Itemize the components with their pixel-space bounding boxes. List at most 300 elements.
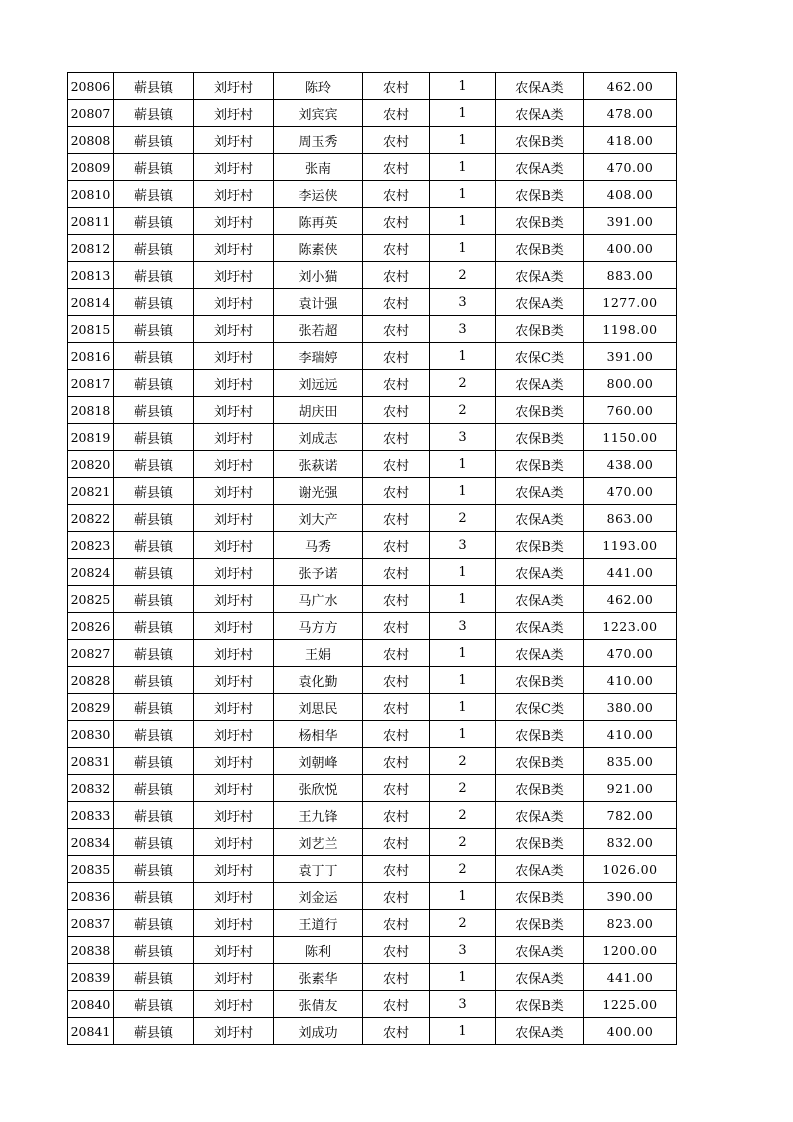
town-cell: 蕲县镇: [114, 829, 194, 856]
village-cell: 刘圩村: [194, 532, 274, 559]
amount-cell: 1193.00: [584, 532, 677, 559]
village-cell: 刘圩村: [194, 586, 274, 613]
amount-cell: 800.00: [584, 370, 677, 397]
member-count-cell: 3: [430, 613, 496, 640]
village-cell: 刘圩村: [194, 505, 274, 532]
table-row: [68, 73, 677, 100]
town-cell: 蕲县镇: [114, 748, 194, 775]
record-id-cell: 20836: [68, 883, 114, 910]
record-id-cell: 20814: [68, 289, 114, 316]
person-name-cell: 刘思民: [274, 694, 363, 721]
record-id-cell: 20823: [68, 532, 114, 559]
person-name-cell: 杨相华: [274, 721, 363, 748]
table-row: [68, 613, 677, 640]
person-name-cell: 刘金运: [274, 883, 363, 910]
person-name-cell: 陈玲: [274, 73, 363, 100]
village-cell: 刘圩村: [194, 262, 274, 289]
person-name-cell: 谢光强: [274, 478, 363, 505]
person-name-cell: 张若超: [274, 316, 363, 343]
amount-cell: 835.00: [584, 748, 677, 775]
insurance-category-cell: 农保B类: [496, 451, 584, 478]
table-row: [68, 127, 677, 154]
town-cell: 蕲县镇: [114, 559, 194, 586]
record-id-cell: 20831: [68, 748, 114, 775]
town-cell: 蕲县镇: [114, 1018, 194, 1045]
village-cell: 刘圩村: [194, 208, 274, 235]
person-name-cell: 马秀: [274, 532, 363, 559]
insurance-category-cell: 农保B类: [496, 208, 584, 235]
table-row: [68, 100, 677, 127]
table-row: [68, 370, 677, 397]
town-cell: 蕲县镇: [114, 424, 194, 451]
table-row: [68, 154, 677, 181]
village-cell: 刘圩村: [194, 127, 274, 154]
village-cell: 刘圩村: [194, 937, 274, 964]
person-name-cell: 马广水: [274, 586, 363, 613]
amount-cell: 863.00: [584, 505, 677, 532]
insurance-category-cell: 农保A类: [496, 640, 584, 667]
town-cell: 蕲县镇: [114, 991, 194, 1018]
person-name-cell: 刘朝峰: [274, 748, 363, 775]
table-row: [68, 532, 677, 559]
record-id-cell: 20819: [68, 424, 114, 451]
household-type-cell: 农村: [363, 451, 430, 478]
record-id-cell: 20841: [68, 1018, 114, 1045]
town-cell: 蕲县镇: [114, 694, 194, 721]
insurance-category-cell: 农保A类: [496, 856, 584, 883]
town-cell: 蕲县镇: [114, 802, 194, 829]
person-name-cell: 王道行: [274, 910, 363, 937]
town-cell: 蕲县镇: [114, 883, 194, 910]
town-cell: 蕲县镇: [114, 316, 194, 343]
amount-cell: 438.00: [584, 451, 677, 478]
household-type-cell: 农村: [363, 208, 430, 235]
insurance-category-cell: 农保B类: [496, 667, 584, 694]
record-id-cell: 20822: [68, 505, 114, 532]
member-count-cell: 2: [430, 829, 496, 856]
insurance-category-cell: 农保B类: [496, 397, 584, 424]
village-cell: 刘圩村: [194, 289, 274, 316]
amount-cell: 390.00: [584, 883, 677, 910]
member-count-cell: 2: [430, 856, 496, 883]
table-row: [68, 1018, 677, 1045]
member-count-cell: 2: [430, 397, 496, 424]
insurance-category-cell: 农保B类: [496, 532, 584, 559]
record-id-cell: 20835: [68, 856, 114, 883]
person-name-cell: 张予诺: [274, 559, 363, 586]
village-cell: 刘圩村: [194, 154, 274, 181]
record-id-cell: 20820: [68, 451, 114, 478]
amount-cell: 470.00: [584, 154, 677, 181]
record-id-cell: 20809: [68, 154, 114, 181]
table-row: [68, 478, 677, 505]
table-row: [68, 343, 677, 370]
record-id-cell: 20838: [68, 937, 114, 964]
household-type-cell: 农村: [363, 1018, 430, 1045]
person-name-cell: 马方方: [274, 613, 363, 640]
amount-cell: 441.00: [584, 559, 677, 586]
amount-cell: 883.00: [584, 262, 677, 289]
table-row: [68, 181, 677, 208]
person-name-cell: 张素华: [274, 964, 363, 991]
insurance-category-cell: 农保B类: [496, 775, 584, 802]
insurance-category-cell: 农保A类: [496, 802, 584, 829]
member-count-cell: 1: [430, 154, 496, 181]
village-cell: 刘圩村: [194, 100, 274, 127]
member-count-cell: 3: [430, 316, 496, 343]
table-row: [68, 586, 677, 613]
amount-cell: 418.00: [584, 127, 677, 154]
village-cell: 刘圩村: [194, 829, 274, 856]
table-row: [68, 775, 677, 802]
insurance-category-cell: 农保C类: [496, 694, 584, 721]
member-count-cell: 1: [430, 478, 496, 505]
village-cell: 刘圩村: [194, 613, 274, 640]
town-cell: 蕲县镇: [114, 289, 194, 316]
member-count-cell: 1: [430, 181, 496, 208]
town-cell: 蕲县镇: [114, 964, 194, 991]
member-count-cell: 1: [430, 721, 496, 748]
insurance-category-cell: 农保A类: [496, 964, 584, 991]
member-count-cell: 3: [430, 424, 496, 451]
record-id-cell: 20825: [68, 586, 114, 613]
records-table: [67, 72, 677, 1045]
record-id-cell: 20833: [68, 802, 114, 829]
insurance-category-cell: 农保B类: [496, 721, 584, 748]
town-cell: 蕲县镇: [114, 370, 194, 397]
household-type-cell: 农村: [363, 802, 430, 829]
person-name-cell: 周玉秀: [274, 127, 363, 154]
household-type-cell: 农村: [363, 505, 430, 532]
record-id-cell: 20811: [68, 208, 114, 235]
record-id-cell: 20826: [68, 613, 114, 640]
amount-cell: 1198.00: [584, 316, 677, 343]
village-cell: 刘圩村: [194, 73, 274, 100]
village-cell: 刘圩村: [194, 559, 274, 586]
insurance-category-cell: 农保A类: [496, 613, 584, 640]
member-count-cell: 2: [430, 370, 496, 397]
amount-cell: 470.00: [584, 640, 677, 667]
village-cell: 刘圩村: [194, 343, 274, 370]
person-name-cell: 刘成功: [274, 1018, 363, 1045]
insurance-category-cell: 农保A类: [496, 937, 584, 964]
person-name-cell: 李运侠: [274, 181, 363, 208]
household-type-cell: 农村: [363, 262, 430, 289]
record-id-cell: 20807: [68, 100, 114, 127]
table-row: [68, 991, 677, 1018]
village-cell: 刘圩村: [194, 397, 274, 424]
village-cell: 刘圩村: [194, 694, 274, 721]
record-id-cell: 20817: [68, 370, 114, 397]
village-cell: 刘圩村: [194, 370, 274, 397]
household-type-cell: 农村: [363, 613, 430, 640]
person-name-cell: 李瑞婷: [274, 343, 363, 370]
amount-cell: 478.00: [584, 100, 677, 127]
record-id-cell: 20834: [68, 829, 114, 856]
town-cell: 蕲县镇: [114, 154, 194, 181]
member-count-cell: 1: [430, 235, 496, 262]
insurance-category-cell: 农保B类: [496, 316, 584, 343]
household-type-cell: 农村: [363, 532, 430, 559]
record-id-cell: 20810: [68, 181, 114, 208]
table-row: [68, 667, 677, 694]
person-name-cell: 袁丁丁: [274, 856, 363, 883]
household-type-cell: 农村: [363, 721, 430, 748]
table-row: [68, 856, 677, 883]
household-type-cell: 农村: [363, 181, 430, 208]
amount-cell: 921.00: [584, 775, 677, 802]
town-cell: 蕲县镇: [114, 613, 194, 640]
table-row: [68, 235, 677, 262]
record-id-cell: 20821: [68, 478, 114, 505]
village-cell: 刘圩村: [194, 883, 274, 910]
household-type-cell: 农村: [363, 235, 430, 262]
town-cell: 蕲县镇: [114, 667, 194, 694]
person-name-cell: 陈素侠: [274, 235, 363, 262]
household-type-cell: 农村: [363, 991, 430, 1018]
person-name-cell: 刘成志: [274, 424, 363, 451]
town-cell: 蕲县镇: [114, 397, 194, 424]
member-count-cell: 2: [430, 910, 496, 937]
table-row: [68, 262, 677, 289]
member-count-cell: 1: [430, 694, 496, 721]
household-type-cell: 农村: [363, 424, 430, 451]
amount-cell: 470.00: [584, 478, 677, 505]
member-count-cell: 1: [430, 559, 496, 586]
amount-cell: 832.00: [584, 829, 677, 856]
village-cell: 刘圩村: [194, 424, 274, 451]
member-count-cell: 2: [430, 802, 496, 829]
village-cell: 刘圩村: [194, 910, 274, 937]
table-row: [68, 451, 677, 478]
person-name-cell: 刘小猫: [274, 262, 363, 289]
person-name-cell: 张倩友: [274, 991, 363, 1018]
amount-cell: 760.00: [584, 397, 677, 424]
town-cell: 蕲县镇: [114, 73, 194, 100]
household-type-cell: 农村: [363, 856, 430, 883]
household-type-cell: 农村: [363, 883, 430, 910]
household-type-cell: 农村: [363, 748, 430, 775]
village-cell: 刘圩村: [194, 721, 274, 748]
member-count-cell: 2: [430, 775, 496, 802]
amount-cell: 1200.00: [584, 937, 677, 964]
insurance-category-cell: 农保A类: [496, 1018, 584, 1045]
household-type-cell: 农村: [363, 370, 430, 397]
village-cell: 刘圩村: [194, 802, 274, 829]
person-name-cell: 袁化勤: [274, 667, 363, 694]
household-type-cell: 农村: [363, 694, 430, 721]
town-cell: 蕲县镇: [114, 721, 194, 748]
insurance-category-cell: 农保A类: [496, 73, 584, 100]
household-type-cell: 农村: [363, 964, 430, 991]
insurance-category-cell: 农保C类: [496, 343, 584, 370]
village-cell: 刘圩村: [194, 451, 274, 478]
insurance-category-cell: 农保A类: [496, 559, 584, 586]
village-cell: 刘圩村: [194, 748, 274, 775]
household-type-cell: 农村: [363, 640, 430, 667]
member-count-cell: 1: [430, 667, 496, 694]
household-type-cell: 农村: [363, 127, 430, 154]
record-id-cell: 20824: [68, 559, 114, 586]
member-count-cell: 1: [430, 208, 496, 235]
member-count-cell: 1: [430, 964, 496, 991]
village-cell: 刘圩村: [194, 181, 274, 208]
household-type-cell: 农村: [363, 397, 430, 424]
member-count-cell: 1: [430, 127, 496, 154]
household-type-cell: 农村: [363, 73, 430, 100]
member-count-cell: 3: [430, 289, 496, 316]
town-cell: 蕲县镇: [114, 856, 194, 883]
amount-cell: 391.00: [584, 343, 677, 370]
amount-cell: 462.00: [584, 73, 677, 100]
amount-cell: 410.00: [584, 721, 677, 748]
town-cell: 蕲县镇: [114, 127, 194, 154]
household-type-cell: 农村: [363, 775, 430, 802]
amount-cell: 1026.00: [584, 856, 677, 883]
record-id-cell: 20837: [68, 910, 114, 937]
household-type-cell: 农村: [363, 586, 430, 613]
insurance-category-cell: 农保A类: [496, 289, 584, 316]
village-cell: 刘圩村: [194, 667, 274, 694]
village-cell: 刘圩村: [194, 991, 274, 1018]
table-row: [68, 964, 677, 991]
person-name-cell: 张欣悦: [274, 775, 363, 802]
record-id-cell: 20808: [68, 127, 114, 154]
household-type-cell: 农村: [363, 316, 430, 343]
member-count-cell: 2: [430, 505, 496, 532]
insurance-category-cell: 农保B类: [496, 829, 584, 856]
table-row: [68, 883, 677, 910]
record-id-cell: 20840: [68, 991, 114, 1018]
household-type-cell: 农村: [363, 343, 430, 370]
table-row: [68, 424, 677, 451]
person-name-cell: 王娟: [274, 640, 363, 667]
amount-cell: 391.00: [584, 208, 677, 235]
record-id-cell: 20839: [68, 964, 114, 991]
insurance-category-cell: 农保B类: [496, 424, 584, 451]
person-name-cell: 胡庆田: [274, 397, 363, 424]
amount-cell: 380.00: [584, 694, 677, 721]
household-type-cell: 农村: [363, 559, 430, 586]
town-cell: 蕲县镇: [114, 208, 194, 235]
record-id-cell: 20813: [68, 262, 114, 289]
member-count-cell: 1: [430, 640, 496, 667]
insurance-category-cell: 农保B类: [496, 235, 584, 262]
insurance-category-cell: 农保B类: [496, 910, 584, 937]
amount-cell: 410.00: [584, 667, 677, 694]
person-name-cell: 张萩诺: [274, 451, 363, 478]
member-count-cell: 3: [430, 532, 496, 559]
person-name-cell: 陈利: [274, 937, 363, 964]
record-id-cell: 20827: [68, 640, 114, 667]
table-row: [68, 316, 677, 343]
village-cell: 刘圩村: [194, 856, 274, 883]
record-id-cell: 20816: [68, 343, 114, 370]
town-cell: 蕲县镇: [114, 478, 194, 505]
table-row: [68, 829, 677, 856]
village-cell: 刘圩村: [194, 235, 274, 262]
amount-cell: 462.00: [584, 586, 677, 613]
town-cell: 蕲县镇: [114, 100, 194, 127]
village-cell: 刘圩村: [194, 640, 274, 667]
town-cell: 蕲县镇: [114, 181, 194, 208]
record-id-cell: 20818: [68, 397, 114, 424]
household-type-cell: 农村: [363, 478, 430, 505]
insurance-category-cell: 农保B类: [496, 748, 584, 775]
records-body: [68, 73, 677, 1045]
table-row: [68, 289, 677, 316]
member-count-cell: 1: [430, 1018, 496, 1045]
record-id-cell: 20829: [68, 694, 114, 721]
insurance-category-cell: 农保B类: [496, 127, 584, 154]
table-row: [68, 910, 677, 937]
amount-cell: 1277.00: [584, 289, 677, 316]
amount-cell: 441.00: [584, 964, 677, 991]
table-row: [68, 748, 677, 775]
person-name-cell: 刘远远: [274, 370, 363, 397]
insurance-category-cell: 农保B类: [496, 991, 584, 1018]
insurance-category-cell: 农保A类: [496, 478, 584, 505]
village-cell: 刘圩村: [194, 1018, 274, 1045]
record-id-cell: 20812: [68, 235, 114, 262]
insurance-category-cell: 农保A类: [496, 100, 584, 127]
town-cell: 蕲县镇: [114, 586, 194, 613]
amount-cell: 1225.00: [584, 991, 677, 1018]
town-cell: 蕲县镇: [114, 343, 194, 370]
amount-cell: 400.00: [584, 235, 677, 262]
village-cell: 刘圩村: [194, 478, 274, 505]
member-count-cell: 1: [430, 451, 496, 478]
table-row: [68, 640, 677, 667]
amount-cell: 823.00: [584, 910, 677, 937]
insurance-category-cell: 农保B类: [496, 181, 584, 208]
member-count-cell: 1: [430, 883, 496, 910]
table-row: [68, 397, 677, 424]
town-cell: 蕲县镇: [114, 451, 194, 478]
record-id-cell: 20828: [68, 667, 114, 694]
household-type-cell: 农村: [363, 289, 430, 316]
person-name-cell: 刘艺兰: [274, 829, 363, 856]
member-count-cell: 1: [430, 343, 496, 370]
member-count-cell: 3: [430, 991, 496, 1018]
table-row: [68, 802, 677, 829]
person-name-cell: 袁计强: [274, 289, 363, 316]
table-row: [68, 505, 677, 532]
town-cell: 蕲县镇: [114, 505, 194, 532]
village-cell: 刘圩村: [194, 316, 274, 343]
town-cell: 蕲县镇: [114, 532, 194, 559]
amount-cell: 1150.00: [584, 424, 677, 451]
insurance-category-cell: 农保A类: [496, 262, 584, 289]
person-name-cell: 刘宾宾: [274, 100, 363, 127]
insurance-category-cell: 农保B类: [496, 883, 584, 910]
insurance-category-cell: 农保A类: [496, 154, 584, 181]
amount-cell: 782.00: [584, 802, 677, 829]
household-type-cell: 农村: [363, 100, 430, 127]
household-type-cell: 农村: [363, 154, 430, 181]
member-count-cell: 1: [430, 100, 496, 127]
town-cell: 蕲县镇: [114, 640, 194, 667]
person-name-cell: 陈再英: [274, 208, 363, 235]
member-count-cell: 1: [430, 586, 496, 613]
table-row: [68, 208, 677, 235]
amount-cell: 400.00: [584, 1018, 677, 1045]
person-name-cell: 刘大产: [274, 505, 363, 532]
member-count-cell: 2: [430, 262, 496, 289]
member-count-cell: 1: [430, 73, 496, 100]
record-id-cell: 20806: [68, 73, 114, 100]
household-type-cell: 农村: [363, 937, 430, 964]
